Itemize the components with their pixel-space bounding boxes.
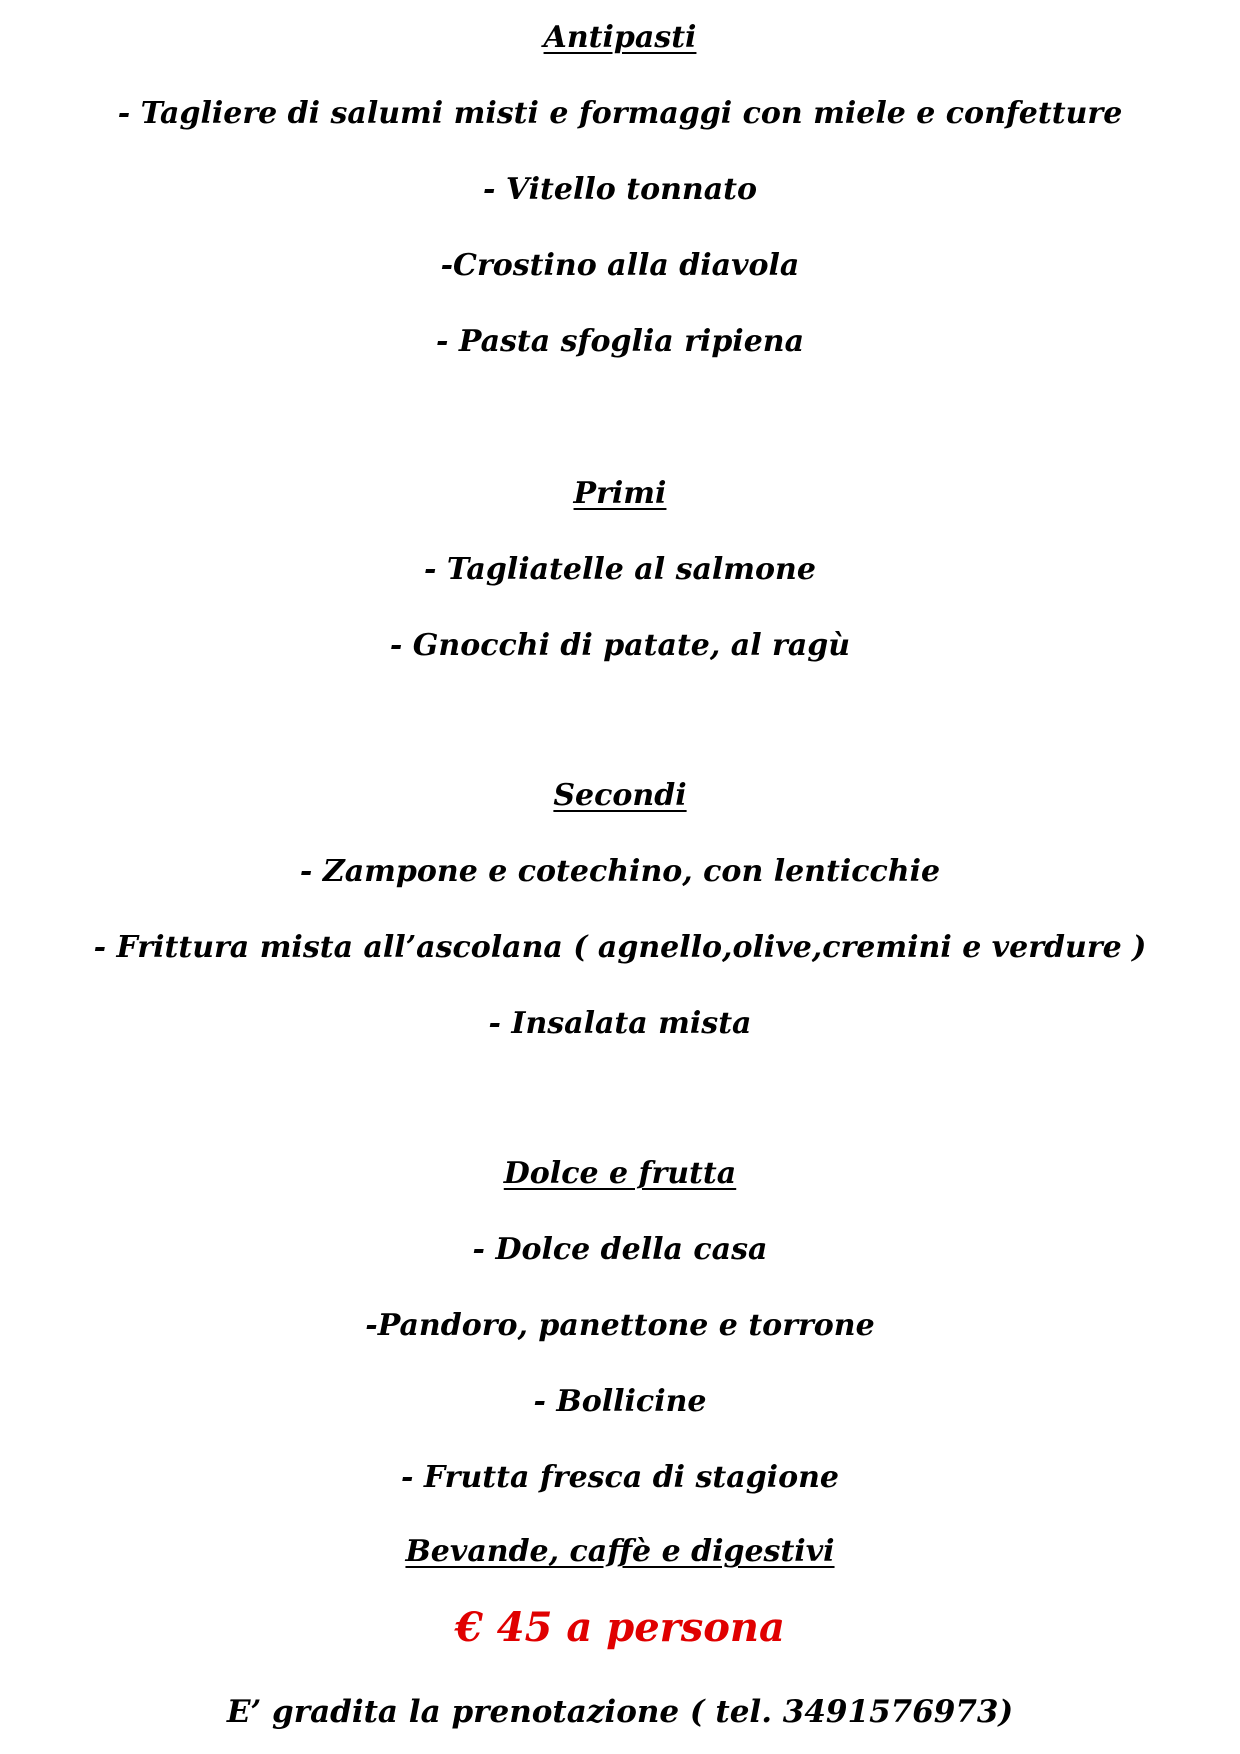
dolce-frutta-item: - Frutta fresca di stagione — [400, 1460, 839, 1495]
primi-heading: Primi — [573, 476, 667, 511]
secondi-heading: Secondi — [553, 778, 687, 813]
antipasti-item: - Tagliere di salumi misti e formaggi con miele e confetture — [117, 96, 1123, 131]
antipasti-item: - Vitello tonnato — [482, 172, 758, 207]
secondi-item: - Frittura mista all’ascolana ( agnello,olive,cremini e verdure ) — [93, 930, 1147, 965]
dolce-frutta-item: -Pandoro, panettone e torrone — [365, 1308, 875, 1343]
primi-item: - Tagliatelle al salmone — [424, 552, 816, 587]
antipasti-item: -Crostino alla diavola — [440, 248, 800, 283]
dolce-frutta-heading: Dolce e frutta — [503, 1156, 737, 1191]
antipasti-item: - Pasta sfoglia ripiena — [435, 324, 805, 359]
price-label: € 45 a persona — [455, 1604, 785, 1651]
antipasti-heading: Antipasti — [543, 20, 697, 55]
secondi-item: - Insalata mista — [488, 1006, 752, 1041]
dolce-frutta-item: - Dolce della casa — [472, 1232, 768, 1267]
dolce-frutta-item: - Bollicine — [533, 1384, 707, 1419]
bevande-heading: Bevande, caffè e digestivi — [405, 1534, 835, 1569]
secondi-item: - Zampone e cotechino, con lenticchie — [299, 854, 941, 889]
primi-item: - Gnocchi di patate, al ragù — [389, 628, 851, 663]
reservation-note: E’ gradita la prenotazione ( tel. 3491576973) — [226, 1694, 1014, 1730]
